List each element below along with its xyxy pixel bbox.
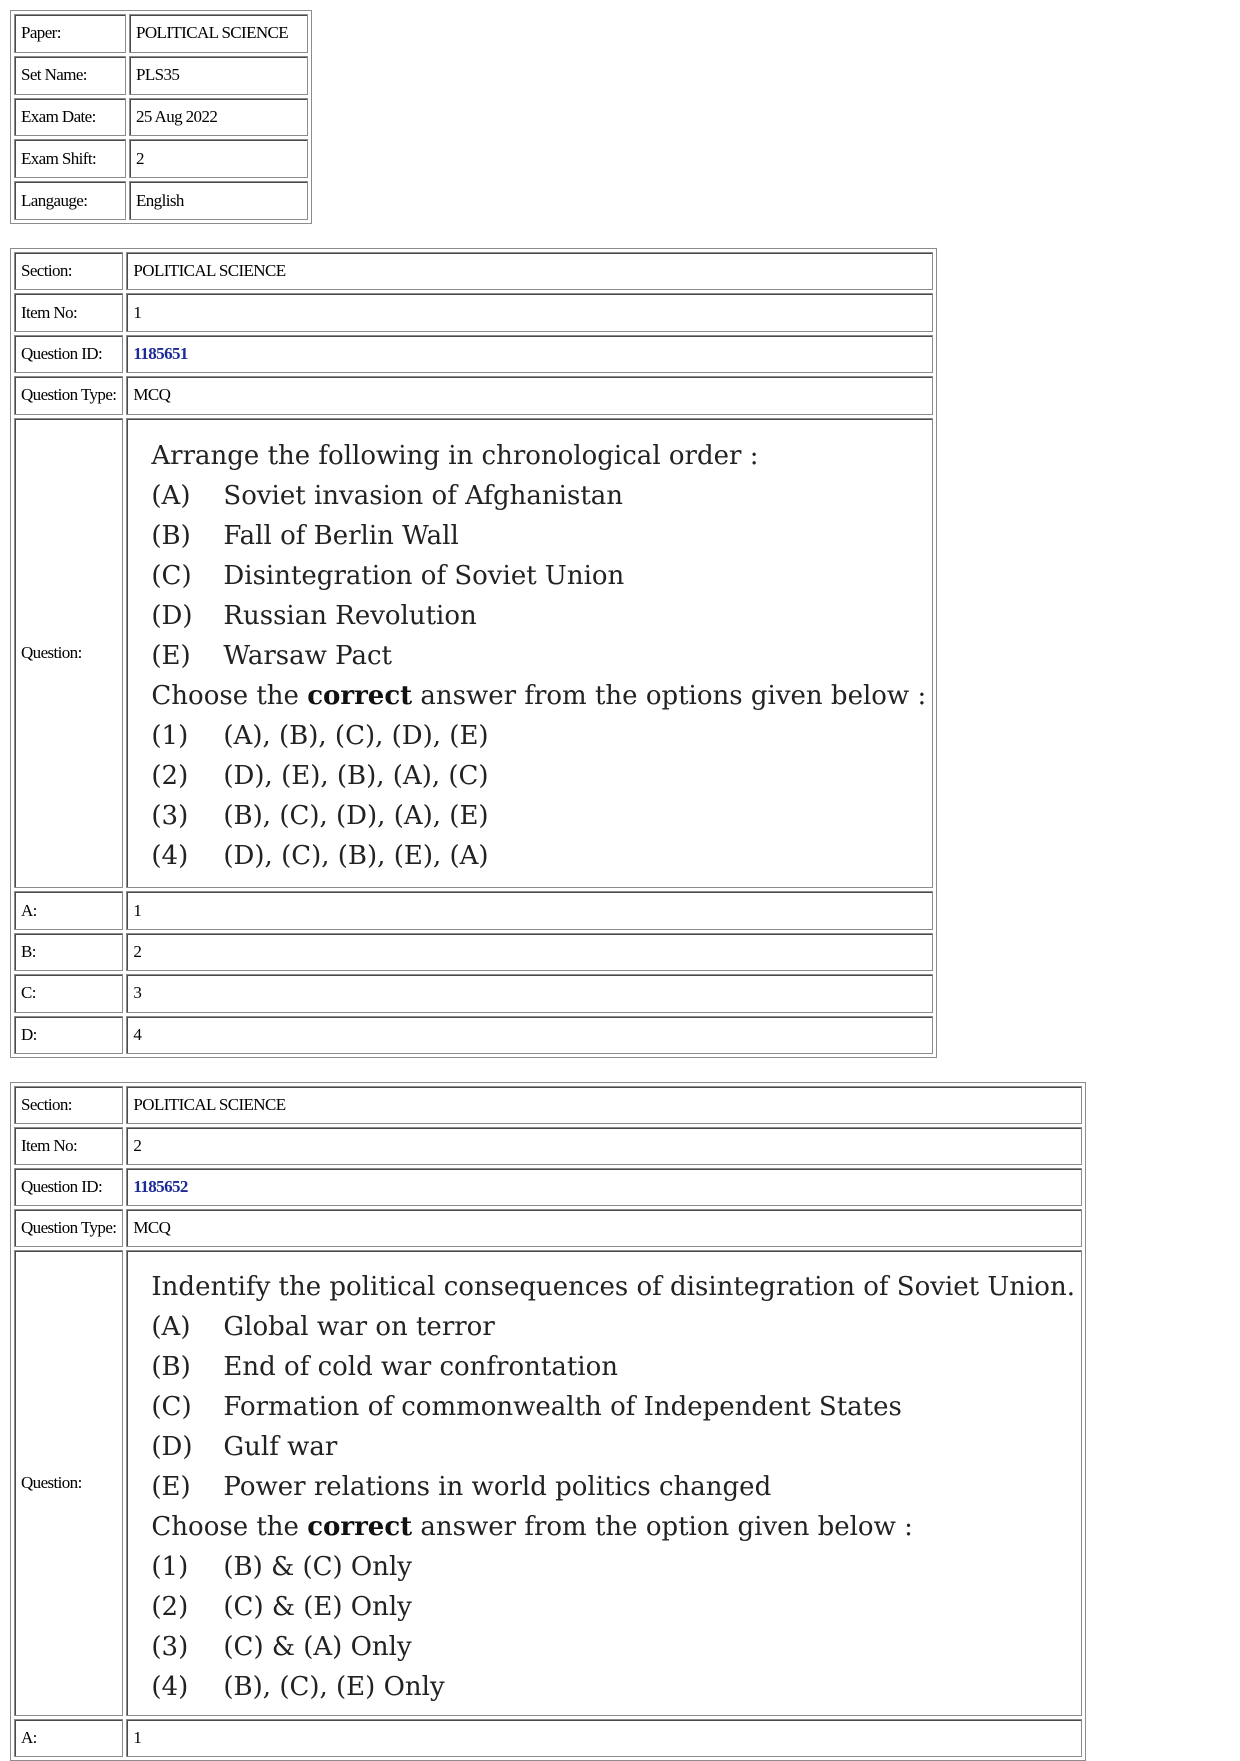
question-label: Question:	[14, 1250, 123, 1716]
answer-d-row	[14, 1016, 933, 1054]
answer-c-row	[14, 974, 933, 1012]
answer-d-label: D:	[14, 1016, 123, 1054]
exam-shift-value: 2	[129, 139, 308, 178]
question-stem: Indentify the political consequences of disintegration of Soviet Union.	[151, 1271, 1075, 1302]
question-2-table	[10, 1082, 1086, 1761]
language-row	[14, 181, 308, 220]
item-no-row	[14, 293, 933, 331]
answer-a-row	[14, 1719, 1082, 1757]
question-id-row	[14, 1168, 1082, 1206]
question-row	[14, 1250, 1082, 1716]
statement-c: (C) Formation of commonwealth of Independent States	[151, 1391, 902, 1422]
question-type-row	[14, 1209, 1082, 1247]
language-label: Langauge:	[14, 181, 126, 220]
answer-a-value: 1	[126, 891, 933, 929]
question-id-row	[14, 335, 933, 373]
section-value: POLITICAL SCIENCE	[126, 252, 933, 290]
section-label: Section:	[14, 252, 123, 290]
statement-c: (C) Disintegration of Soviet Union	[151, 561, 625, 592]
statement-d: (D) Russian Revolution	[151, 601, 477, 632]
question-id-value: 1185651	[126, 335, 933, 373]
question-type-label: Question Type:	[14, 1209, 123, 1247]
question-body	[133, 1252, 1075, 1715]
statement-a: (A) Soviet invasion of Afghanistan	[151, 481, 624, 512]
set-name-value: PLS35	[129, 56, 308, 95]
paper-value: POLITICAL SCIENCE	[129, 14, 308, 53]
section-row	[14, 1086, 1082, 1124]
question-body-cell	[126, 1250, 1082, 1716]
paper-label: Paper:	[14, 14, 126, 53]
item-no-value: 2	[126, 1127, 1082, 1165]
option-2: (2) (C) & (E) Only	[151, 1591, 412, 1622]
question-1-table	[10, 248, 937, 1058]
choose-instruction: Choose the correct answer from the options given below :	[151, 681, 927, 712]
answer-b-label: B:	[14, 933, 123, 971]
question-id-value: 1185652	[126, 1168, 1082, 1206]
answer-a-label: A:	[14, 1719, 123, 1757]
question-type-row	[14, 376, 933, 414]
choose-instruction: Choose the correct answer from the option given below :	[151, 1511, 913, 1542]
exam-date-label: Exam Date:	[14, 98, 126, 137]
answer-c-label: C:	[14, 974, 123, 1012]
statement-d: (D) Gulf war	[151, 1431, 338, 1462]
question-type-value: MCQ	[126, 376, 933, 414]
item-no-label: Item No:	[14, 1127, 123, 1165]
set-name-row	[14, 56, 308, 95]
section-row	[14, 252, 933, 290]
question-id-label: Question ID:	[14, 1168, 123, 1206]
answer-b-value: 2	[126, 933, 933, 971]
exam-date-value: 25 Aug 2022	[129, 98, 308, 137]
exam-shift-label: Exam Shift:	[14, 139, 126, 178]
answer-b-row	[14, 933, 933, 971]
answer-c-value: 3	[126, 974, 933, 1012]
option-3: (3) (B), (C), (D), (A), (E)	[151, 801, 489, 832]
option-1: (1) (A), (B), (C), (D), (E)	[151, 721, 489, 752]
question-body	[133, 421, 926, 884]
statement-e: (E) Warsaw Pact	[151, 641, 392, 672]
answer-a-label: A:	[14, 891, 123, 929]
question-type-label: Question Type:	[14, 376, 123, 414]
answer-a-row	[14, 891, 933, 929]
question-type-value: MCQ	[126, 1209, 1082, 1247]
section-label: Section:	[14, 1086, 123, 1124]
option-4: (4) (B), (C), (E) Only	[151, 1671, 445, 1702]
question-body-cell	[126, 418, 933, 889]
option-4: (4) (D), (C), (B), (E), (A)	[151, 841, 489, 872]
item-no-value: 1	[126, 293, 933, 331]
exam-shift-row	[14, 139, 308, 178]
statement-a: (A) Global war on terror	[151, 1311, 495, 1342]
option-3: (3) (C) & (A) Only	[151, 1631, 412, 1662]
language-value: English	[129, 181, 308, 220]
item-no-label: Item No:	[14, 293, 123, 331]
statement-b: (B) End of cold war confrontation	[151, 1351, 618, 1382]
set-name-label: Set Name:	[14, 56, 126, 95]
item-no-row	[14, 1127, 1082, 1165]
answer-a-value: 1	[126, 1719, 1082, 1757]
statement-e: (E) Power relations in world politics changed	[151, 1471, 772, 1502]
section-value: POLITICAL SCIENCE	[126, 1086, 1082, 1124]
question-id-label: Question ID:	[14, 335, 123, 373]
exam-date-row	[14, 98, 308, 137]
option-1: (1) (B) & (C) Only	[151, 1551, 412, 1582]
paper-row	[14, 14, 308, 53]
statement-b: (B) Fall of Berlin Wall	[151, 521, 459, 552]
option-2: (2) (D), (E), (B), (A), (C)	[151, 761, 489, 792]
paper-info-table	[10, 10, 312, 224]
question-row	[14, 418, 933, 889]
answer-d-value: 4	[126, 1016, 933, 1054]
question-label: Question:	[14, 418, 123, 889]
question-stem: Arrange the following in chronological order :	[151, 441, 759, 472]
